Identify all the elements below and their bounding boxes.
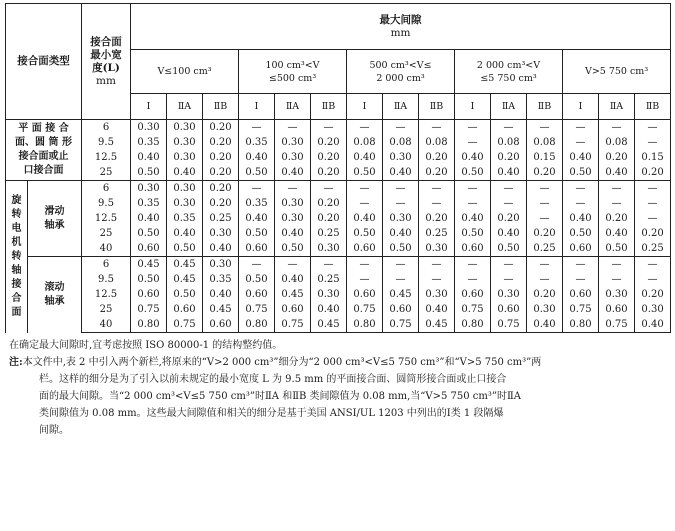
gap-value-cell: —	[599, 196, 635, 211]
table-row	[6, 241, 671, 257]
gap-value-cell: 0.50	[239, 165, 275, 181]
note-line: 间隙。	[39, 425, 69, 436]
gap-value-cell: 0.30	[491, 287, 527, 302]
gap-value-cell: 0.50	[455, 226, 491, 241]
gap-value-cell: 0.40	[383, 165, 419, 181]
gap-value-cell: 0.40	[239, 211, 275, 226]
gap-value-cell: 0.40	[455, 211, 491, 226]
gap-value-cell: 0.30	[275, 196, 311, 211]
gap-value-cell: 0.30	[383, 211, 419, 226]
table-row	[6, 302, 671, 317]
gap-value-cell: 0.40	[167, 165, 203, 181]
gap-value-cell: 0.40	[563, 150, 599, 165]
gap-value-cell: 0.75	[599, 317, 635, 333]
range-header: 500 cm³<V≤ 2 000 cm³	[347, 50, 455, 94]
gap-value-cell: 0.60	[131, 287, 167, 302]
gap-value-cell: 0.60	[167, 302, 203, 317]
gap-value-cell: 0.20	[491, 150, 527, 165]
min-width-cell: 9.5	[82, 135, 131, 150]
gap-value-cell: —	[635, 211, 671, 226]
gap-value-cell: 0.60	[203, 317, 239, 333]
gap-value-cell: 0.75	[563, 302, 599, 317]
gap-value-cell: 0.35	[167, 211, 203, 226]
gap-value-cell: 0.50	[275, 241, 311, 257]
gap-value-cell: —	[491, 272, 527, 287]
gap-value-cell: 0.30	[167, 181, 203, 197]
gap-value-cell: 0.20	[203, 165, 239, 181]
gap-value-cell: 0.60	[455, 287, 491, 302]
gap-value-cell: 0.50	[167, 287, 203, 302]
gas-group-header: ⅡA	[167, 94, 203, 120]
gap-value-cell: 0.30	[635, 302, 671, 317]
gap-value-cell: 0.50	[239, 272, 275, 287]
gap-value-cell: 0.30	[167, 196, 203, 211]
gap-value-cell: 0.45	[131, 257, 167, 273]
gap-value-cell: 0.75	[455, 302, 491, 317]
gap-value-cell: 0.40	[599, 165, 635, 181]
gap-value-cell: 0.60	[275, 302, 311, 317]
gap-value-cell: —	[635, 181, 671, 197]
gap-value-cell: —	[239, 120, 275, 136]
gap-value-cell: —	[455, 272, 491, 287]
gap-value-cell: 0.40	[167, 226, 203, 241]
gap-value-cell: —	[563, 257, 599, 273]
min-width-cell: 12.5	[82, 150, 131, 165]
gap-value-cell: 0.20	[419, 150, 455, 165]
gap-value-cell: 0.20	[527, 226, 563, 241]
gap-value-cell: 0.50	[131, 226, 167, 241]
gap-value-cell: 0.40	[347, 211, 383, 226]
gap-value-cell: 0.25	[203, 211, 239, 226]
gap-value-cell: 0.40	[635, 317, 671, 333]
gap-value-cell: —	[527, 181, 563, 197]
gap-value-cell: 0.60	[563, 241, 599, 257]
gap-value-cell: 0.60	[383, 302, 419, 317]
gap-value-cell: 0.20	[635, 287, 671, 302]
gap-value-cell: —	[419, 257, 455, 273]
gap-value-cell: 0.60	[131, 241, 167, 257]
gap-value-cell: —	[275, 120, 311, 136]
gap-value-cell: 0.75	[131, 302, 167, 317]
gap-value-cell: 0.30	[275, 135, 311, 150]
gap-value-cell: —	[311, 181, 347, 197]
gap-value-cell: 0.40	[275, 272, 311, 287]
gap-value-cell: —	[527, 196, 563, 211]
gap-value-cell: 0.20	[311, 196, 347, 211]
gap-value-cell: 0.25	[311, 226, 347, 241]
gap-value-cell: 0.30	[131, 120, 167, 136]
gap-value-cell: 0.80	[347, 317, 383, 333]
gap-value-cell: —	[419, 181, 455, 197]
gap-value-cell: —	[635, 135, 671, 150]
gap-value-cell: —	[239, 181, 275, 197]
gap-value-cell: 0.80	[239, 317, 275, 333]
gap-value-cell: —	[527, 272, 563, 287]
range-header: V≤100 cm³	[131, 50, 239, 94]
gas-group-header: ⅡB	[527, 94, 563, 120]
gap-value-cell: —	[419, 120, 455, 136]
gap-value-cell: 0.40	[275, 226, 311, 241]
gap-value-cell: 0.08	[491, 135, 527, 150]
gas-group-header: ⅡA	[491, 94, 527, 120]
gap-value-cell: —	[527, 211, 563, 226]
gap-value-cell: 0.50	[455, 165, 491, 181]
gap-value-cell: —	[347, 272, 383, 287]
gap-value-cell: 0.20	[311, 211, 347, 226]
gap-value-cell: 0.20	[635, 165, 671, 181]
gap-value-cell: 0.50	[599, 241, 635, 257]
gas-group-header: Ⅰ	[347, 94, 383, 120]
gap-value-cell: 0.50	[491, 241, 527, 257]
notes-section	[5, 333, 670, 441]
gap-value-cell: 0.40	[563, 211, 599, 226]
gap-value-cell: 0.40	[419, 302, 455, 317]
gap-value-cell: 0.50	[347, 226, 383, 241]
gap-value-cell: —	[599, 181, 635, 197]
table-row	[6, 181, 671, 197]
min-width-cell: 6	[82, 181, 131, 197]
gap-value-cell: 0.75	[491, 317, 527, 333]
gap-value-cell: —	[455, 257, 491, 273]
gap-value-cell: 0.30	[311, 287, 347, 302]
table-row	[6, 257, 671, 273]
gap-value-cell: —	[455, 120, 491, 136]
gap-value-cell: 0.50	[131, 272, 167, 287]
gap-value-cell: 0.75	[383, 317, 419, 333]
gap-value-cell: —	[383, 257, 419, 273]
gas-group-header: ⅡB	[311, 94, 347, 120]
rolling-bearing-label: 滚动 轴承	[28, 257, 82, 333]
min-width-cell: 12.5	[82, 211, 131, 226]
gap-value-cell: 0.50	[563, 226, 599, 241]
note-intro: 在确定最大间隙时,宜考虑按照 ISO 80000-1 的结构整约值。	[9, 340, 283, 351]
min-width-cell: 12.5	[82, 287, 131, 302]
gap-value-cell: —	[311, 120, 347, 136]
gap-value-cell: —	[347, 120, 383, 136]
gap-value-cell: 0.30	[383, 150, 419, 165]
gap-value-cell: 0.40	[491, 165, 527, 181]
gap-value-cell: 0.35	[131, 135, 167, 150]
gap-value-cell: 0.25	[635, 241, 671, 257]
gap-value-cell: 0.25	[311, 272, 347, 287]
gap-value-cell: —	[527, 257, 563, 273]
gap-value-cell: 0.45	[311, 317, 347, 333]
flat-joint-label: 平 面 接 合 面、圆 筒 形 接合面或止 口接合面	[6, 120, 82, 181]
gap-value-cell: 0.20	[635, 226, 671, 241]
gap-value-cell: 0.40	[347, 150, 383, 165]
gap-value-cell: —	[491, 181, 527, 197]
gap-value-cell: 0.50	[563, 165, 599, 181]
gap-value-cell: 0.40	[455, 150, 491, 165]
max-gap-header: 最大间隙 mm	[131, 4, 671, 50]
table-row	[6, 317, 671, 333]
gap-value-cell: 0.20	[203, 135, 239, 150]
gap-value-cell: 0.80	[455, 317, 491, 333]
gap-value-cell: 0.20	[599, 150, 635, 165]
table-row	[6, 211, 671, 226]
gas-group-header: ⅡB	[203, 94, 239, 120]
gap-value-cell: 0.08	[599, 135, 635, 150]
gap-value-cell: 0.20	[599, 211, 635, 226]
gap-value-cell: 0.40	[311, 302, 347, 317]
gap-value-cell: —	[275, 181, 311, 197]
gap-value-cell: 0.40	[203, 241, 239, 257]
gap-value-cell: —	[563, 196, 599, 211]
gap-value-cell: —	[599, 120, 635, 136]
max-gap-table	[5, 3, 671, 333]
gap-value-cell: —	[563, 135, 599, 150]
gap-value-cell: 0.60	[239, 287, 275, 302]
gap-value-cell: 0.40	[491, 226, 527, 241]
gap-value-cell: 0.30	[131, 181, 167, 197]
gap-value-cell: 0.20	[203, 120, 239, 136]
sliding-bearing-label: 滑动 轴承	[28, 181, 82, 257]
joint-type-header: 接合面类型	[6, 4, 82, 120]
gas-group-header: Ⅰ	[239, 94, 275, 120]
gas-group-header: ⅡB	[635, 94, 671, 120]
gas-group-header: Ⅰ	[455, 94, 491, 120]
gas-group-header: ⅡA	[275, 94, 311, 120]
gap-value-cell: 0.20	[491, 211, 527, 226]
note-line: 栏。这样的细分是为了引入以前未规定的最小宽度 L 为 9.5 mm 的平面接合面、圆筒形接合面或止口接合	[39, 374, 507, 385]
gap-value-cell: 0.40	[239, 150, 275, 165]
gap-value-cell: 0.30	[599, 287, 635, 302]
gap-value-cell: 0.75	[347, 302, 383, 317]
gap-value-cell: —	[491, 120, 527, 136]
table-row	[6, 150, 671, 165]
min-width-header: 接合面 最小宽 度(L) mm	[82, 4, 131, 120]
gap-value-cell: —	[563, 272, 599, 287]
gap-value-cell: 0.20	[203, 181, 239, 197]
gap-value-cell: —	[635, 196, 671, 211]
gap-value-cell: 0.30	[203, 257, 239, 273]
gap-value-cell: 0.15	[635, 150, 671, 165]
gap-value-cell: —	[527, 120, 563, 136]
gap-value-cell: 0.35	[239, 196, 275, 211]
gap-value-cell: 0.40	[527, 317, 563, 333]
gap-value-cell: 0.45	[167, 272, 203, 287]
gap-value-cell: —	[383, 181, 419, 197]
gap-value-cell: —	[419, 272, 455, 287]
gap-value-cell: —	[563, 181, 599, 197]
gap-value-cell: 0.50	[131, 165, 167, 181]
gap-value-cell: —	[491, 257, 527, 273]
gap-value-cell: —	[635, 272, 671, 287]
min-width-cell: 25	[82, 165, 131, 181]
range-header: 100 cm³<V ≤500 cm³	[239, 50, 347, 94]
gap-value-cell: 0.30	[311, 241, 347, 257]
gap-value-cell: —	[383, 196, 419, 211]
gap-value-cell: 0.30	[275, 211, 311, 226]
gap-value-cell: 0.30	[275, 150, 311, 165]
gap-value-cell: 0.45	[419, 317, 455, 333]
gap-value-cell: 0.40	[131, 150, 167, 165]
table-body	[6, 120, 671, 333]
gap-value-cell: 0.50	[347, 165, 383, 181]
gas-group-header: ⅡA	[383, 94, 419, 120]
gap-value-cell: —	[455, 181, 491, 197]
gap-value-cell: 0.15	[527, 150, 563, 165]
gap-value-cell: —	[347, 181, 383, 197]
gap-value-cell: 0.20	[527, 165, 563, 181]
gas-group-header: ⅡA	[599, 94, 635, 120]
gap-value-cell: 0.60	[347, 241, 383, 257]
min-width-cell: 6	[82, 257, 131, 273]
gap-value-cell: 0.08	[419, 135, 455, 150]
gap-value-cell: 0.60	[347, 287, 383, 302]
gap-value-cell: 0.30	[527, 302, 563, 317]
gap-value-cell: 0.08	[347, 135, 383, 150]
gap-value-cell: 0.35	[239, 135, 275, 150]
gap-value-cell: 0.25	[527, 241, 563, 257]
min-width-cell: 40	[82, 317, 131, 333]
gap-value-cell: 0.75	[167, 317, 203, 333]
note-line: 面的最大间隙。当“2 000 cm³<V≤5 750 cm³”时ⅡA 和ⅡB 类间隙值为 0.08 mm,当“V>5 750 cm³”时ⅡA	[39, 391, 522, 402]
gap-value-cell: 0.35	[203, 272, 239, 287]
gap-value-cell: 0.40	[383, 226, 419, 241]
gap-value-cell: 0.45	[383, 287, 419, 302]
gas-group-header: Ⅰ	[131, 94, 167, 120]
gap-value-cell: —	[347, 257, 383, 273]
note-line: 注:本文件中,表 2 中引入两个新栏,将原来的“V>2 000 cm³”细分为“2 000 cm³<V≤5 750 cm³”和“V>5 750 cm³”两	[9, 357, 542, 368]
gap-value-cell: —	[635, 257, 671, 273]
gap-value-cell: —	[275, 257, 311, 273]
gap-value-cell: 0.25	[419, 226, 455, 241]
gap-value-cell: 0.50	[167, 241, 203, 257]
gap-value-cell: —	[599, 272, 635, 287]
gap-value-cell: —	[239, 257, 275, 273]
gap-value-cell: 0.80	[131, 317, 167, 333]
min-width-cell: 6	[82, 120, 131, 136]
gap-value-cell: 0.20	[311, 165, 347, 181]
gap-value-cell: 0.20	[527, 287, 563, 302]
min-width-cell: 25	[82, 226, 131, 241]
gap-value-cell: —	[599, 257, 635, 273]
gap-value-cell: —	[455, 196, 491, 211]
table-row	[6, 226, 671, 241]
gap-value-cell: 0.60	[599, 302, 635, 317]
gap-value-cell: 0.75	[239, 302, 275, 317]
gap-value-cell: 0.30	[419, 241, 455, 257]
table-row	[6, 196, 671, 211]
gap-value-cell: 0.45	[275, 287, 311, 302]
gap-value-cell: 0.50	[383, 241, 419, 257]
gap-value-cell: 0.30	[167, 120, 203, 136]
gap-value-cell: 0.45	[167, 257, 203, 273]
standards-table-page	[5, 3, 670, 441]
gap-value-cell: —	[347, 196, 383, 211]
gap-value-cell: 0.75	[275, 317, 311, 333]
gap-value-cell: —	[491, 196, 527, 211]
gap-value-cell: 0.30	[167, 150, 203, 165]
gap-value-cell: 0.45	[203, 302, 239, 317]
range-header: 2 000 cm³<V ≤5 750 cm³	[455, 50, 563, 94]
gap-value-cell: 0.40	[131, 211, 167, 226]
gap-value-cell: 0.20	[419, 165, 455, 181]
min-width-cell: 9.5	[82, 196, 131, 211]
range-header: V>5 750 cm³	[563, 50, 671, 94]
rotating-shaft-label: 旋 转 电 机 转 轴 接 合 面	[6, 181, 28, 333]
gap-value-cell: 0.35	[131, 196, 167, 211]
gas-group-header: Ⅰ	[563, 94, 599, 120]
gap-value-cell: 0.20	[311, 135, 347, 150]
gap-value-cell: 0.40	[599, 226, 635, 241]
note-line: 类间隙值为 0.08 mm。这些最大间隙值和相关的细分是基于美国 ANSI/UL 1203 中列出的Ⅰ类 1 段隔爆	[39, 408, 504, 419]
gap-value-cell: 0.40	[275, 165, 311, 181]
gap-value-cell: —	[311, 257, 347, 273]
table-row	[6, 272, 671, 287]
gap-value-cell: 0.08	[527, 135, 563, 150]
table-row	[6, 287, 671, 302]
gap-value-cell: —	[563, 120, 599, 136]
gap-value-cell: 0.30	[419, 287, 455, 302]
table-header	[6, 4, 671, 120]
table-row	[6, 165, 671, 181]
gap-value-cell: 0.60	[491, 302, 527, 317]
gas-group-header: ⅡB	[419, 94, 455, 120]
gap-value-cell: 0.60	[455, 241, 491, 257]
gap-value-cell: —	[383, 272, 419, 287]
gap-value-cell: —	[455, 135, 491, 150]
table-row	[6, 135, 671, 150]
gap-value-cell: 0.50	[239, 226, 275, 241]
table-row	[6, 120, 671, 136]
gap-value-cell: 0.40	[203, 287, 239, 302]
gap-value-cell: —	[383, 120, 419, 136]
min-width-cell: 9.5	[82, 272, 131, 287]
gap-value-cell: —	[419, 196, 455, 211]
gap-value-cell: 0.30	[167, 135, 203, 150]
gap-value-cell: 0.20	[203, 196, 239, 211]
gap-value-cell: 0.20	[419, 211, 455, 226]
gap-value-cell: 0.08	[383, 135, 419, 150]
gap-value-cell: 0.80	[563, 317, 599, 333]
min-width-cell: 25	[82, 302, 131, 317]
gap-value-cell: 0.30	[203, 226, 239, 241]
gap-value-cell: 0.60	[563, 287, 599, 302]
gap-value-cell: 0.20	[311, 150, 347, 165]
gap-value-cell: —	[635, 120, 671, 136]
gap-value-cell: 0.20	[203, 150, 239, 165]
gap-value-cell: 0.60	[239, 241, 275, 257]
min-width-cell: 40	[82, 241, 131, 257]
